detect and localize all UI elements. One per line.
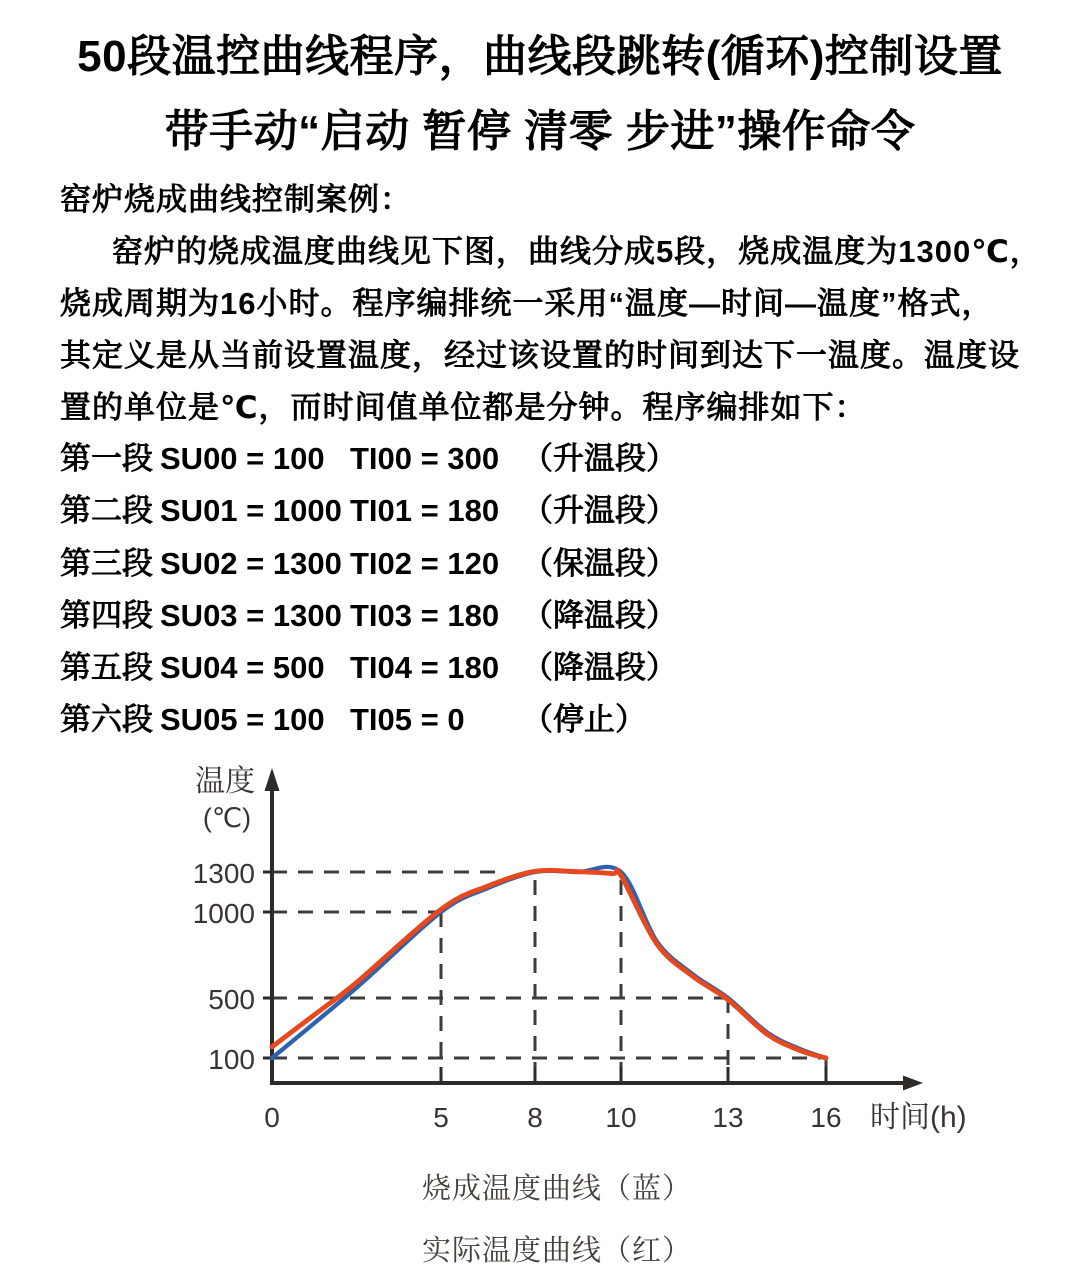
ti-setting: TI02 = 120 (350, 546, 500, 581)
su-setting: SU04 = 500 (160, 650, 325, 685)
y-axis-unit: (℃) (202, 803, 252, 833)
x-tick-label-5: 5 (433, 1102, 449, 1133)
intro-line: 置的单位是℃，而时间值单位都是分钟。程序编排如下： (60, 390, 867, 425)
segment-label: 第一段 (60, 441, 153, 476)
su-setting: SU03 = 1300 (160, 598, 342, 633)
segment-note: （升温段） (522, 441, 677, 476)
y-tick-label-1000: 1000 (192, 898, 255, 929)
ti-setting: TI05 = 0 (350, 702, 465, 737)
x-tick-label-10: 10 (605, 1102, 637, 1133)
ti-setting: TI01 = 180 (350, 493, 500, 528)
su-setting: SU02 = 1300 (160, 546, 342, 581)
page-title-line1: 50段温控曲线程序，曲线段跳转(循环)控制设置 (77, 32, 1003, 81)
segment-note: （停止） (522, 702, 646, 737)
y-tick-label-500: 500 (208, 984, 255, 1015)
su-setting: SU00 = 100 (160, 441, 325, 476)
legend-blue-label: 烧成温度曲线（蓝） (421, 1173, 692, 1205)
intro-line: 其定义是从当前设置温度，经过该设置的时间到达下一温度。温度设 (60, 338, 1020, 373)
segment-note: （降温段） (522, 598, 677, 633)
page-title-line2: 带手动“启动 暂停 清零 步进”操作命令 (164, 107, 916, 156)
segment-label: 第五段 (60, 650, 153, 685)
y-tick-label-1300: 1300 (192, 858, 255, 889)
segment-note: （升温段） (522, 493, 677, 528)
y-axis-title: 温度 (195, 765, 255, 798)
ti-setting: TI04 = 180 (350, 650, 500, 685)
intro-line: 烧成周期为16小时。程序编排统一采用“温度—时间—温度”格式， (60, 286, 994, 321)
legend-red-label: 实际温度曲线（红） (421, 1235, 692, 1267)
segment-label: 第六段 (60, 702, 153, 737)
segment-label: 第四段 (60, 598, 153, 633)
segment-label: 第二段 (60, 493, 153, 528)
x-axis-title: 时间(h) (870, 1101, 967, 1134)
x-tick-label-0: 0 (264, 1102, 280, 1133)
x-tick-label-16: 16 (810, 1102, 842, 1133)
ti-setting: TI03 = 180 (350, 598, 500, 633)
intro-line: 窑炉的烧成温度曲线见下图，曲线分成5段，烧成温度为1300℃， (112, 234, 1042, 269)
curve-red-actual (272, 870, 826, 1058)
x-tick-label-8: 8 (527, 1102, 543, 1133)
x-tick-label-13: 13 (712, 1102, 744, 1133)
y-tick-label-100: 100 (208, 1044, 255, 1075)
segment-label: 第三段 (60, 546, 153, 581)
intro-heading: 窑炉烧成曲线控制案例： (60, 182, 412, 217)
curve-blue-set (272, 867, 826, 1058)
su-setting: SU01 = 1000 (160, 493, 342, 528)
ti-setting: TI00 = 300 (350, 441, 500, 476)
su-setting: SU05 = 100 (160, 702, 325, 737)
x-axis-arrow-icon (903, 1076, 923, 1091)
segment-note: （降温段） (522, 650, 677, 685)
segment-note: （保温段） (522, 546, 677, 581)
y-axis-arrow-icon (265, 768, 280, 791)
